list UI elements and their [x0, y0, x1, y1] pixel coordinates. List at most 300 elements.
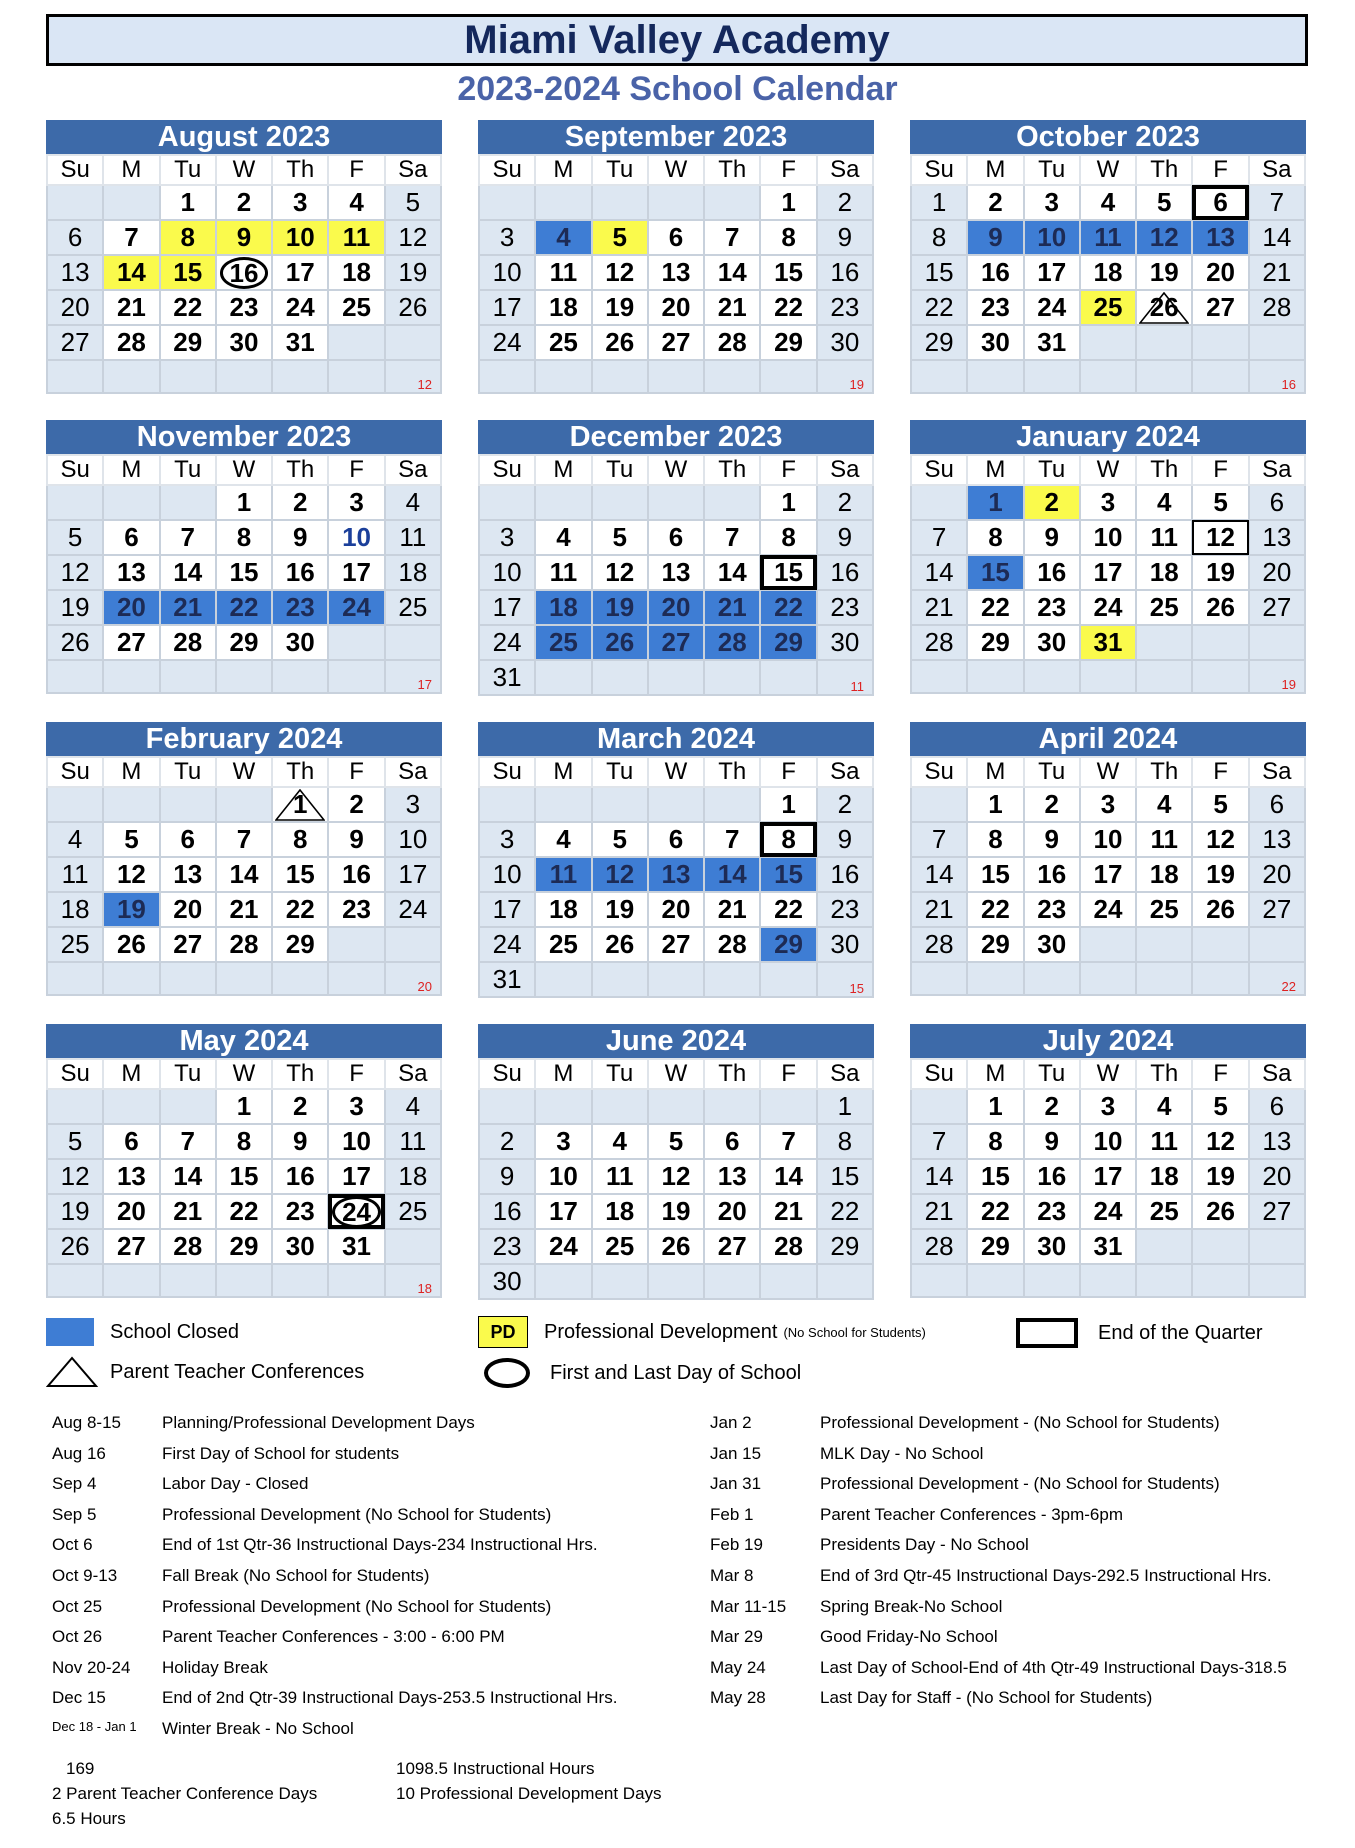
day-cell: 22: [760, 892, 816, 927]
note-text: Spring Break-No School: [820, 1596, 1003, 1616]
day-cell: 24: [1080, 590, 1136, 625]
day-cell: 11: [1136, 1124, 1192, 1159]
day-cell: 11: [47, 857, 103, 892]
weekday-header: Su: [47, 1059, 103, 1089]
day-cell: 3: [385, 787, 441, 822]
weekday-header: Tu: [592, 757, 648, 787]
weekday-header: Sa: [1249, 1059, 1305, 1089]
weekday-header: Su: [479, 757, 535, 787]
day-cell: 18: [535, 290, 591, 325]
empty-cell: [535, 660, 591, 695]
day-cell: 13: [704, 1159, 760, 1194]
note-row: [710, 1444, 1350, 1475]
day-cell: 7: [911, 1124, 967, 1159]
day-cell: 19: [47, 1194, 103, 1229]
weekday-header: Sa: [817, 155, 873, 185]
day-cell: 19: [1192, 1159, 1248, 1194]
day-cell: 11: [535, 857, 591, 892]
note-date: Aug 16: [52, 1443, 106, 1463]
day-cell: 19: [648, 1194, 704, 1229]
note-date: Oct 9-13: [52, 1565, 118, 1585]
empty-cell: [760, 660, 816, 695]
day-cell: 28: [760, 1229, 816, 1264]
day-cell: 3: [1080, 1089, 1136, 1124]
empty-cell: [385, 325, 441, 360]
day-cell: 14: [760, 1159, 816, 1194]
day-cell: 27: [1249, 1194, 1305, 1229]
day-cell: 22: [967, 1194, 1023, 1229]
empty-cell: [1136, 927, 1192, 962]
empty-cell: [592, 185, 648, 220]
weekday-header: W: [1080, 455, 1136, 485]
day-cell: 27: [648, 927, 704, 962]
note-text: Good Friday-No School: [820, 1627, 998, 1647]
day-cell: 13: [648, 255, 704, 290]
weekday-header: F: [760, 1059, 816, 1089]
day-cell: 10: [479, 857, 535, 892]
note-date: Mar 29: [710, 1627, 763, 1647]
day-cell: 10: [272, 220, 328, 255]
empty-cell: [648, 1264, 704, 1299]
day-cell: 9: [817, 220, 873, 255]
note-row: [710, 1505, 1350, 1536]
note-date: May 24: [710, 1657, 766, 1677]
school-day-count: 12: [385, 360, 441, 393]
month-header: February 2024: [46, 722, 442, 756]
day-cell: 3: [1024, 185, 1080, 220]
day-cell: 2: [817, 485, 873, 520]
day-cell: 19: [592, 892, 648, 927]
note-date: Sep 4: [52, 1474, 97, 1494]
day-cell: 8: [216, 1124, 272, 1159]
day-cell: 10: [1080, 1124, 1136, 1159]
day-cell: 4: [1080, 185, 1136, 220]
day-cell: 27: [47, 325, 103, 360]
day-cell: 30: [1024, 625, 1080, 660]
empty-cell: [1249, 1229, 1305, 1264]
weekday-header: W: [648, 455, 704, 485]
note-date: Oct 26: [52, 1627, 103, 1647]
day-cell: 26: [385, 290, 441, 325]
weekday-header: F: [760, 757, 816, 787]
day-cell: 31: [272, 325, 328, 360]
day-cell: 10: [479, 255, 535, 290]
empty-cell: [479, 185, 535, 220]
weekday-header: Tu: [1024, 757, 1080, 787]
day-cell: 21: [160, 1194, 216, 1229]
empty-cell: [385, 927, 441, 962]
weekday-header: Sa: [385, 757, 441, 787]
day-cell: 3: [328, 1089, 384, 1124]
day-cell: 18: [1080, 255, 1136, 290]
day-cell: 20: [648, 290, 704, 325]
weekday-header: F: [1192, 757, 1248, 787]
empty-cell: [328, 1264, 384, 1297]
month-grid: [910, 756, 1306, 996]
day-cell: 5: [1192, 787, 1248, 822]
empty-cell: [1024, 660, 1080, 693]
day-cell: 8: [817, 1124, 873, 1159]
weekday-header: Th: [272, 155, 328, 185]
day-cell: 26: [592, 927, 648, 962]
day-cell: 3: [479, 520, 535, 555]
day-cell: 8: [967, 822, 1023, 857]
school-day-count: 19: [817, 360, 873, 393]
day-cell: 21: [216, 892, 272, 927]
school-day-count: 16: [1249, 360, 1305, 393]
day-cell: 23: [216, 290, 272, 325]
weekday-header: Su: [47, 155, 103, 185]
month-april-2024: [910, 722, 1306, 996]
school-day-count: 22: [1249, 962, 1305, 995]
empty-cell: [103, 1264, 159, 1297]
day-cell: 20: [103, 590, 159, 625]
day-cell: 15: [760, 555, 816, 590]
day-cell: 18: [592, 1194, 648, 1229]
day-cell: 1: [272, 787, 328, 822]
month-february-2024: [46, 722, 442, 996]
note-date: Jan 2: [710, 1413, 752, 1432]
empty-cell: [967, 1264, 1023, 1297]
day-cell: 1: [760, 787, 816, 822]
empty-cell: [47, 660, 103, 693]
weekday-header: Th: [272, 1059, 328, 1089]
day-cell: 14: [160, 555, 216, 590]
day-cell: 4: [592, 1124, 648, 1159]
day-cell: 28: [103, 325, 159, 360]
empty-cell: [704, 1264, 760, 1299]
weekday-header: Sa: [1249, 155, 1305, 185]
empty-cell: [760, 1264, 816, 1299]
note-text: Labor Day - Closed: [162, 1474, 309, 1494]
empty-cell: [817, 1264, 873, 1299]
weekday-header: F: [760, 455, 816, 485]
month-header: October 2023: [910, 120, 1306, 154]
note-date: Feb 19: [710, 1535, 763, 1555]
day-cell: 25: [535, 927, 591, 962]
day-cell: 7: [911, 520, 967, 555]
weekday-header: F: [1192, 1059, 1248, 1089]
day-cell: 22: [216, 590, 272, 625]
day-cell: 22: [216, 1194, 272, 1229]
empty-cell: [1136, 325, 1192, 360]
day-cell: 26: [1192, 1194, 1248, 1229]
empty-cell: [1192, 360, 1248, 393]
day-cell: 5: [385, 185, 441, 220]
note-text: End of 1st Qtr-36 Instructional Days-234 Instructional Hrs.: [162, 1535, 598, 1555]
day-cell: 7: [103, 220, 159, 255]
empty-cell: [1136, 1264, 1192, 1297]
day-cell: 25: [1136, 892, 1192, 927]
day-cell: 29: [760, 625, 816, 660]
day-cell: 9: [1024, 520, 1080, 555]
empty-cell: [1192, 660, 1248, 693]
day-cell: 24: [479, 325, 535, 360]
day-cell: 26: [47, 625, 103, 660]
day-cell: 2: [817, 787, 873, 822]
day-cell: 27: [704, 1229, 760, 1264]
day-cell: 5: [1136, 185, 1192, 220]
day-cell: 13: [1192, 220, 1248, 255]
day-cell: 6: [103, 520, 159, 555]
day-cell: 15: [216, 555, 272, 590]
day-cell: 30: [1024, 1229, 1080, 1264]
note-date: Jan 15: [710, 1443, 762, 1463]
day-cell: 13: [1249, 822, 1305, 857]
day-cell: 6: [103, 1124, 159, 1159]
day-cell: 2: [1024, 1089, 1080, 1124]
day-cell: 13: [103, 1159, 159, 1194]
note-date: Mar 8: [710, 1565, 754, 1585]
day-cell: 9: [272, 520, 328, 555]
day-cell: 5: [1192, 485, 1248, 520]
empty-cell: [648, 360, 704, 393]
day-cell: 16: [1024, 555, 1080, 590]
day-cell: 11: [592, 1159, 648, 1194]
empty-cell: [535, 1089, 591, 1124]
weekday-header: Th: [272, 455, 328, 485]
day-cell: 17: [479, 892, 535, 927]
month-march-2024: [478, 722, 874, 998]
empty-cell: [648, 1089, 704, 1124]
empty-cell: [648, 485, 704, 520]
weekday-header: W: [216, 757, 272, 787]
first-last-day-ring: 16: [220, 257, 269, 289]
day-cell: [328, 1194, 384, 1229]
empty-cell: [704, 787, 760, 822]
day-cell: 20: [648, 590, 704, 625]
empty-cell: [47, 1089, 103, 1124]
day-cell: 3: [535, 1124, 591, 1159]
day-cell: 10: [1024, 220, 1080, 255]
empty-cell: [1192, 962, 1248, 995]
empty-cell: [272, 660, 328, 693]
day-cell: 12: [103, 857, 159, 892]
day-cell: 2: [967, 185, 1023, 220]
weekday-header: W: [216, 155, 272, 185]
day-cell: 31: [479, 660, 535, 695]
day-cell: 16: [272, 555, 328, 590]
triangle-icon: [46, 1356, 98, 1388]
empty-cell: [967, 360, 1023, 393]
month-header: November 2023: [46, 420, 442, 454]
weekday-header: Su: [911, 455, 967, 485]
day-cell: 25: [535, 625, 591, 660]
day-cell: 22: [760, 590, 816, 625]
weekday-header: Tu: [160, 1059, 216, 1089]
empty-cell: [911, 1089, 967, 1124]
month-grid: [910, 1058, 1306, 1298]
day-cell: [216, 255, 272, 290]
weekday-header: Sa: [817, 1059, 873, 1089]
empty-cell: [592, 962, 648, 997]
empty-cell: [328, 927, 384, 962]
day-cell: 28: [704, 927, 760, 962]
weekday-header: M: [967, 757, 1023, 787]
day-cell: 20: [704, 1194, 760, 1229]
weekday-header: Sa: [817, 757, 873, 787]
empty-cell: [1192, 927, 1248, 962]
total-hours: 6.5 Hours: [52, 1809, 126, 1828]
legend-quarter: [1016, 1318, 1263, 1348]
empty-cell: [103, 185, 159, 220]
day-cell: 23: [272, 1194, 328, 1229]
day-cell: 24: [1080, 892, 1136, 927]
day-cell: 31: [1080, 625, 1136, 660]
empty-cell: [592, 1089, 648, 1124]
day-cell: 12: [1192, 520, 1248, 555]
weekday-header: M: [103, 757, 159, 787]
day-cell: 21: [911, 1194, 967, 1229]
note-date: Mar 11-15: [710, 1596, 787, 1616]
day-cell: 24: [479, 625, 535, 660]
weekday-header: M: [103, 155, 159, 185]
empty-cell: [1024, 962, 1080, 995]
weekday-header: M: [103, 1059, 159, 1089]
weekday-header: Sa: [1249, 757, 1305, 787]
empty-cell: [216, 360, 272, 393]
weekday-header: F: [1192, 155, 1248, 185]
day-cell: 18: [1136, 1159, 1192, 1194]
day-cell: 4: [385, 485, 441, 520]
day-cell: 6: [160, 822, 216, 857]
day-cell: 26: [1136, 290, 1192, 325]
weekday-header: W: [648, 1059, 704, 1089]
day-cell: 14: [704, 555, 760, 590]
day-cell: 14: [216, 857, 272, 892]
day-cell: 15: [160, 255, 216, 290]
note-row: [52, 1719, 692, 1750]
day-cell: 7: [1249, 185, 1305, 220]
note-row: [52, 1505, 692, 1536]
day-cell: 4: [535, 520, 591, 555]
day-cell: 27: [160, 927, 216, 962]
day-cell: 8: [216, 520, 272, 555]
weekday-header: M: [535, 155, 591, 185]
weekday-header: Sa: [817, 455, 873, 485]
note-text: Holiday Break: [162, 1657, 268, 1677]
month-grid: [46, 1058, 442, 1298]
calendar-subtitle: 2023-2024 School Calendar: [457, 70, 898, 108]
day-cell: 4: [535, 220, 591, 255]
day-cell: 6: [1249, 1089, 1305, 1124]
day-cell: 18: [385, 555, 441, 590]
weekday-header: Su: [47, 455, 103, 485]
notes-right: [710, 1413, 1350, 1719]
day-cell: 26: [1192, 590, 1248, 625]
empty-cell: [272, 962, 328, 995]
day-cell: 16: [1024, 857, 1080, 892]
day-cell: 6: [704, 1124, 760, 1159]
month-grid: [46, 454, 442, 694]
day-cell: 2: [1024, 485, 1080, 520]
empty-cell: [216, 787, 272, 822]
empty-cell: [911, 485, 967, 520]
first-last-day-ring: 24: [332, 1196, 381, 1228]
day-cell: 18: [385, 1159, 441, 1194]
day-cell: 29: [160, 325, 216, 360]
empty-cell: [1080, 660, 1136, 693]
school-day-count: 18: [385, 1264, 441, 1297]
month-grid: [478, 454, 874, 696]
totals-left: [52, 1756, 317, 1831]
day-cell: 14: [704, 857, 760, 892]
empty-cell: [160, 485, 216, 520]
day-cell: 25: [1080, 290, 1136, 325]
day-cell: 25: [1136, 1194, 1192, 1229]
empty-cell: [760, 962, 816, 997]
weekday-header: Sa: [1249, 455, 1305, 485]
day-cell: 23: [817, 590, 873, 625]
empty-cell: [704, 660, 760, 695]
day-cell: 14: [911, 857, 967, 892]
day-cell: 18: [47, 892, 103, 927]
day-cell: 11: [535, 555, 591, 590]
day-cell: 6: [1249, 485, 1305, 520]
day-cell: 5: [47, 520, 103, 555]
day-cell: 30: [479, 1264, 535, 1299]
day-cell: 3: [479, 822, 535, 857]
empty-cell: [272, 1264, 328, 1297]
day-cell: 27: [103, 1229, 159, 1264]
empty-cell: [47, 485, 103, 520]
weekday-header: Th: [704, 1059, 760, 1089]
month-grid: [46, 756, 442, 996]
empty-cell: [272, 360, 328, 393]
empty-cell: [47, 962, 103, 995]
weekday-header: F: [328, 757, 384, 787]
empty-cell: [47, 787, 103, 822]
day-cell: 16: [328, 857, 384, 892]
day-cell: 15: [967, 857, 1023, 892]
weekday-header: Th: [704, 757, 760, 787]
day-cell: 12: [592, 857, 648, 892]
day-cell: 17: [479, 590, 535, 625]
empty-cell: [103, 485, 159, 520]
school-day-count: 17: [385, 660, 441, 693]
day-cell: 23: [272, 590, 328, 625]
empty-cell: [1024, 360, 1080, 393]
weekday-header: Tu: [160, 757, 216, 787]
day-cell: 17: [385, 857, 441, 892]
weekday-header: W: [1080, 155, 1136, 185]
weekday-header: M: [535, 757, 591, 787]
empty-cell: [1024, 1264, 1080, 1297]
weekday-header: Tu: [1024, 155, 1080, 185]
day-cell: 11: [1080, 220, 1136, 255]
total-ptc-days: 2 Parent Teacher Conference Days: [52, 1784, 318, 1803]
empty-cell: [385, 625, 441, 660]
month-header: September 2023: [478, 120, 874, 154]
day-cell: 18: [1136, 555, 1192, 590]
day-cell: 10: [328, 1124, 384, 1159]
day-cell: 31: [328, 1229, 384, 1264]
legend-pd-note: (No School for Students): [783, 1324, 926, 1340]
day-cell: 8: [967, 1124, 1023, 1159]
empty-cell: [592, 485, 648, 520]
empty-cell: [535, 787, 591, 822]
weekday-header: Th: [704, 155, 760, 185]
weekday-header: W: [1080, 757, 1136, 787]
day-cell: 31: [1080, 1229, 1136, 1264]
weekday-header: F: [328, 455, 384, 485]
day-cell: 14: [160, 1159, 216, 1194]
note-date: Nov 20-24: [52, 1657, 131, 1677]
day-cell: 11: [385, 520, 441, 555]
day-cell: 30: [1024, 927, 1080, 962]
empty-cell: [160, 787, 216, 822]
weekday-header: M: [967, 455, 1023, 485]
